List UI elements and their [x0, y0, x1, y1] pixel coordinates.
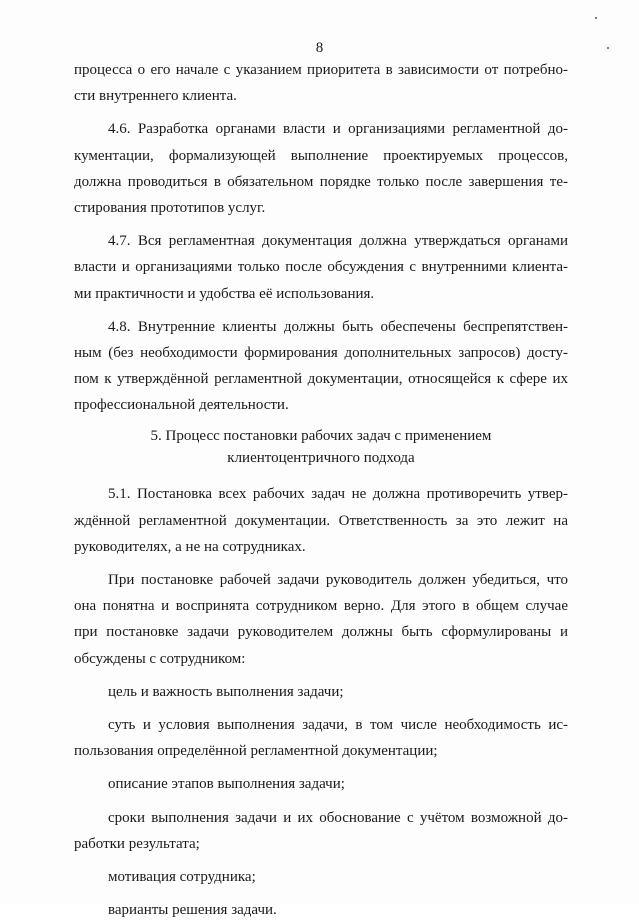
- paragraph-task-setting: [74, 567, 568, 672]
- list-item: [74, 897, 568, 923]
- document-body: [74, 57, 568, 923]
- text-line: сроки выполнения задачи и их обоснование с учётом возможной до-: [108, 809, 568, 826]
- text-line: При постановке рабочей задачи руководитель должен убедиться, что: [108, 572, 568, 588]
- list-item: [74, 771, 568, 797]
- paragraph-4-7: [74, 228, 568, 307]
- paragraph-4-6: [74, 116, 568, 221]
- text-line: варианты решения задачи.: [108, 902, 277, 919]
- text-line: 5.1. Постановка всех рабочих задач не должна противоречить утвер-: [108, 486, 568, 503]
- text-line: при постановке задачи руководителем должны быть сформулированы и: [74, 624, 568, 641]
- text-line: сти внутреннего клиента.: [74, 88, 237, 105]
- list-item: [74, 864, 568, 890]
- scan-speck: [607, 47, 609, 49]
- paragraph-5-1: [74, 481, 568, 560]
- text-line: должна проводиться в обязательном порядке только после завершения те-: [74, 173, 568, 190]
- page-number: 8: [315, 40, 324, 56]
- text-line: профессиональной деятельности.: [74, 397, 289, 414]
- section-heading-line: 5. Процесс постановки рабочих задач с применением: [150, 428, 492, 445]
- section-heading: [74, 425, 568, 469]
- paragraph-4-8: [74, 314, 568, 419]
- text-line: мотивация сотрудника;: [108, 868, 256, 885]
- list-item: [74, 712, 568, 764]
- text-line: цель и важность выполнения задачи;: [108, 683, 344, 700]
- text-line: работки результата;: [74, 835, 200, 852]
- text-line: 4.6. Разработка органами власти и организациями регламентной до-: [108, 121, 568, 138]
- list-item: [74, 679, 568, 705]
- text-line: она понятна и воспринята сотрудником верно. Для этого в общем случае: [74, 598, 568, 615]
- text-line: пользования определённой регламентной документации;: [74, 743, 438, 760]
- section-heading-line: клиентоцентричного подхода: [227, 450, 415, 467]
- text-line: суть и условия выполнения задачи, в том числе необходимость ис-: [108, 716, 568, 733]
- text-line: кументации, формализующей выполнение проектируемых процессов,: [74, 147, 568, 164]
- text-line: власти и организациями только после обсуждения с внутренними клиента-: [74, 259, 568, 276]
- scan-speck: [595, 17, 597, 19]
- paragraph-continuation: [74, 57, 568, 109]
- task-aspects-list: [74, 679, 568, 923]
- text-line: ным (без необходимости формирования дополнительных запросов) досту-: [74, 344, 568, 361]
- text-line: описание этапов выполнения задачи;: [108, 776, 345, 793]
- text-line: 4.7. Вся регламентная документация должна утверждаться органами: [108, 233, 568, 250]
- text-line: пом к утверждённой регламентной документации, относящейся к сфере их: [74, 371, 568, 388]
- text-line: процесса о его начале с указанием приоритета в зависимости от потребно-: [74, 62, 568, 78]
- text-line: ми практичности и удобства её использования.: [74, 285, 375, 302]
- list-item: [74, 805, 568, 857]
- text-line: руководителях, а не на сотрудниках.: [74, 538, 306, 555]
- text-line: обсуждены с сотрудником:: [74, 650, 246, 667]
- text-line: 4.8. Внутренние клиенты должны быть обеспечены беспрепятствен-: [108, 318, 568, 335]
- text-line: стирования прототипов услуг.: [74, 199, 266, 216]
- text-line: ждённой регламентной документации. Ответственность за это лежит на: [74, 512, 568, 529]
